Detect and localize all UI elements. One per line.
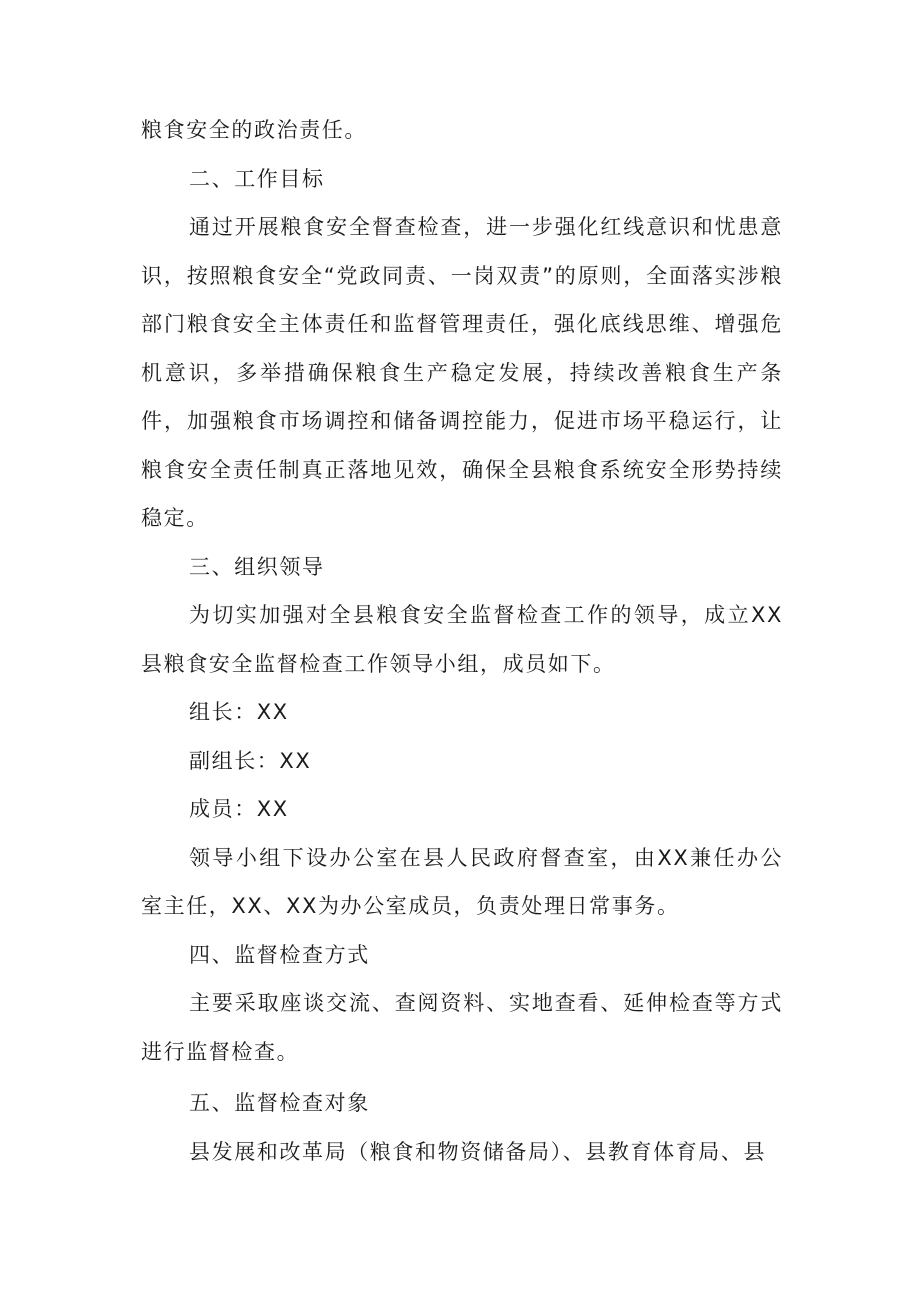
paragraph-inspection-method: 主要采取座谈交流、查阅资料、实地查看、延伸检查等方式进行监督检查。	[141, 991, 783, 1064]
paragraph-office: 领导小组下设办公室在县人民政府督查室，由XX兼任办公室主任，XX、XX为办公室成员，负责处理日常事务。	[141, 845, 783, 918]
paragraph-organization: 为切实加强对全县粮食安全监督检查工作的领导，成立XX县粮食安全监督检查工作领导小组，成员如下。	[141, 603, 783, 676]
deputy-leader-line: 副组长：XX	[189, 748, 312, 773]
paragraph-work-goal: 通过开展粮食安全督查检查，进一步强化红线意识和忧患意识，按照粮食安全“党政同责、一岗双责”的原则，全面落实涉粮部门粮食安全主体责任和监督管理责任，强化底线思维、增强危机意识，多举措确保粮食生产稳定发展，持续改善粮食生产条件，加强粮食市场调控和储备调控能力，促进市场平稳运行，让粮食安全责任制真正落地见效，确保全县粮食系统安全形势持续稳定。	[141, 215, 783, 530]
section-heading-inspection-target: 五、监督检查对象	[189, 1091, 370, 1115]
section-heading-inspection-method: 四、监督检查方式	[189, 942, 370, 967]
paragraph-continuation: 粮食安全的政治责任。	[141, 118, 367, 142]
section-heading-work-goal: 二、工作目标	[189, 166, 325, 191]
section-heading-organization: 三、组织领导	[189, 554, 325, 579]
leader-line: 组长：XX	[189, 700, 289, 724]
document-body	[141, 106, 783, 1176]
paragraph-inspection-target: 县发展和改革局（粮食和物资储备局）、县教育体育局、县	[189, 1139, 767, 1164]
members-line: 成员：XX	[189, 797, 289, 821]
